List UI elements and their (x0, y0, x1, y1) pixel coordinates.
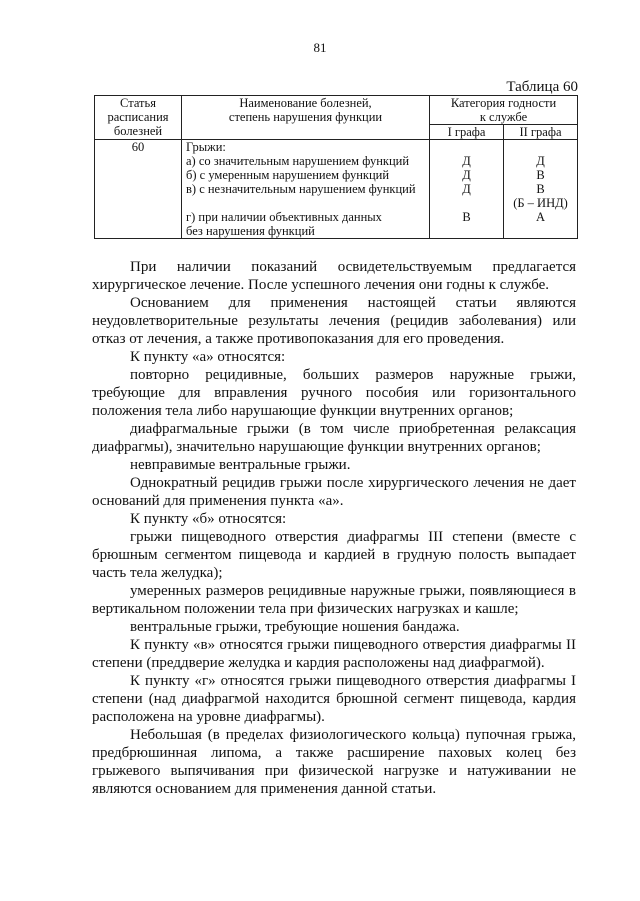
category-value: А (535, 210, 546, 224)
disease-table (94, 95, 578, 239)
disease-line: а) со значительным нарушением функций (186, 154, 410, 168)
page-number: 81 (313, 40, 327, 55)
header-article-line: расписания (107, 110, 169, 124)
disease-line (186, 196, 425, 210)
paragraph: К пункту «г» относятся грыжи пищеводного отверстия диафрагмы I степени (над диафрагмой находится брюшной сегмент пищевода, кардия расположена на уровне диафрагмы). (92, 673, 576, 725)
disease-names (182, 140, 430, 239)
disease-line: без нарушения функций (186, 224, 315, 238)
table-caption: Таблица 60 (506, 79, 578, 95)
disease-line: г) при наличии объективных данных (186, 210, 382, 224)
category-value: (Б – ИНД) (513, 196, 568, 210)
paragraph: повторно рецидивные, больших размеров наружные грыжи, требующие для вправления ручного пособия или горизонтального положения тела либо нарушающие функции внутренних органов; (92, 367, 576, 419)
header-column-2: II графа (504, 125, 578, 140)
paragraph: К пункту «в» относятся грыжи пищеводного отверстия диафрагмы II степени (преддверие желудка и кардия расположены над диафрагмой). (92, 637, 576, 671)
disease-line: Грыжи: (186, 140, 226, 154)
header-category-line: Категория годности (450, 96, 557, 110)
paragraph: Небольшая (в пределах физиологического кольца) пупочная грыжа, предбрюшинная липома, а также расширение паховых колец без грыжевого выпячивания при физической нагрузке и натуживании не являются основанием для применения данной статьи. (92, 727, 576, 797)
header-article-line: Статья (120, 96, 156, 110)
header-category (430, 96, 578, 125)
category-value: Д (462, 154, 471, 168)
category-value (508, 140, 573, 154)
category-value: В (536, 168, 545, 182)
paragraph: диафрагмальные грыжи (в том числе приобретенная релаксация диафрагмы), значительно нарушающие функции внутренних органов; (92, 421, 576, 455)
category-value (508, 224, 573, 238)
category-value: Д (462, 182, 471, 196)
paragraph: К пункту «б» относятся: (130, 511, 287, 527)
header-article (95, 96, 182, 140)
paragraph: Основанием для применения настоящей статьи являются неудовлетворительные результаты лечения (рецидив заболевания) или отказ от лечения, а также противопоказания для его проведения. (92, 295, 576, 347)
paragraph: Однократный рецидив грыжи после хирургического лечения не дает оснований для применения пункта «а». (92, 475, 576, 509)
category-value (434, 196, 499, 210)
paragraph: невправимые вентральные грыжи. (130, 457, 351, 473)
paragraph: вентральные грыжи, требующие ношения бандажа. (130, 619, 460, 635)
category-value (434, 224, 499, 238)
category-value: В (462, 210, 471, 224)
header-name (182, 96, 430, 140)
header-article-line: болезней (113, 124, 163, 138)
disease-line: в) с незначительным нарушением функций (186, 182, 416, 196)
header-name-line: Наименование болезней, (239, 96, 372, 110)
category-column-1 (430, 140, 504, 239)
category-value: Д (536, 154, 545, 168)
table-row (95, 140, 578, 239)
header-column-1: I графа (430, 125, 504, 140)
category-column-2 (504, 140, 578, 239)
paragraph: При наличии показаний освидетельствуемым предлагается хирургическое лечение. После успешного лечения они годны к службе. (92, 259, 576, 293)
header-category-line: к службе (479, 110, 528, 124)
article-number: 60 (95, 140, 182, 239)
body-text (92, 258, 576, 798)
category-value: Д (462, 168, 471, 182)
header-name-line: степень нарушения функции (228, 110, 383, 124)
paragraph: К пункту «а» относятся: (130, 349, 286, 365)
category-value: В (536, 182, 545, 196)
paragraph: умеренных размеров рецидивные наружные грыжи, появляющиеся в вертикальном положении тела при физических нагрузках и кашле; (92, 583, 576, 617)
disease-line: б) с умеренным нарушением функций (186, 168, 390, 182)
paragraph: грыжи пищеводного отверстия диафрагмы III степени (вместе с брюшным сегментом пищевода и кардией в грудную полость выпадает часть тела желудка); (92, 529, 576, 581)
category-value (434, 140, 499, 154)
